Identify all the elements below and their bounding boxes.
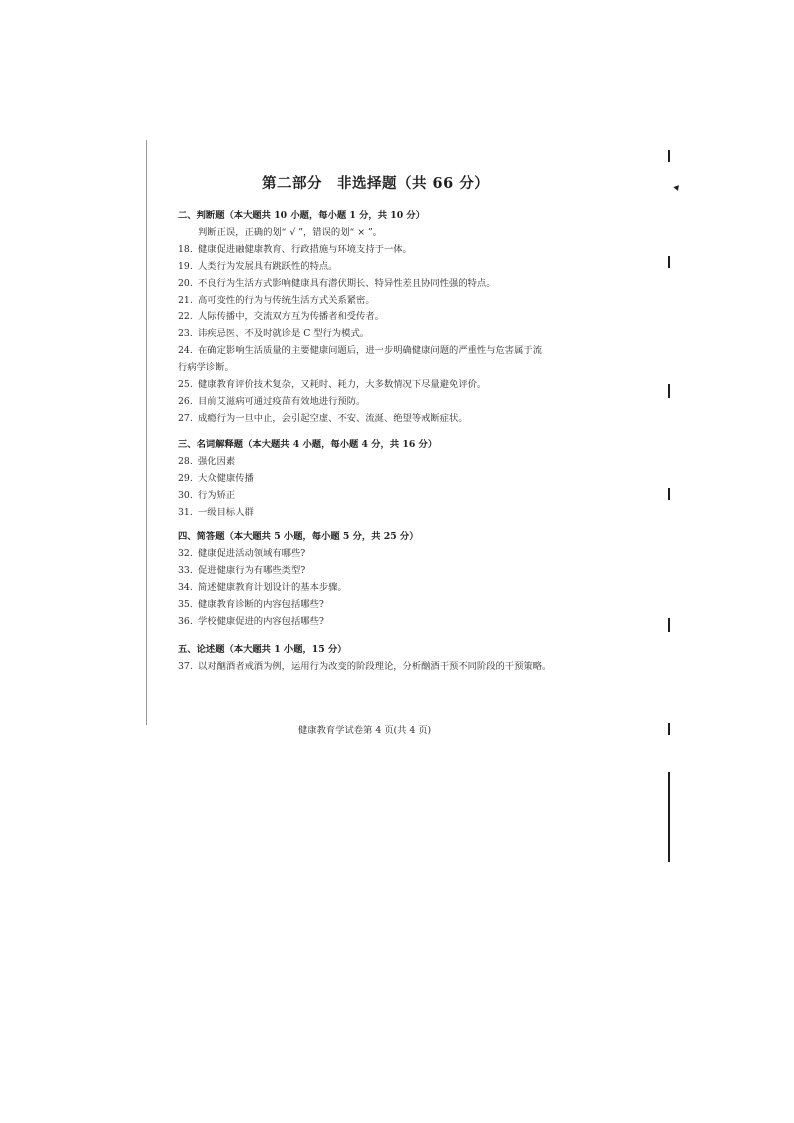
question-text: 健康促进融健康教育、行政措施与环境支持于一体。 xyxy=(198,243,412,255)
question-number: 19. xyxy=(178,260,193,272)
question-number: 18. xyxy=(178,243,193,255)
question-item xyxy=(178,488,618,505)
question-item xyxy=(178,309,618,326)
question-item xyxy=(178,563,618,580)
question-text: 强化因素 xyxy=(198,455,236,467)
question-text: 讳疾忌医、不及时就诊是 C 型行为模式。 xyxy=(198,328,370,340)
section-judge xyxy=(178,208,618,428)
question-number: 30. xyxy=(178,489,193,501)
scan-right-edge-mark xyxy=(668,384,670,398)
question-text: 成瘾行为一旦中止，会引起空虚、不安、流涎、绝望等戒断症状。 xyxy=(198,412,468,424)
question-text: 在确定影响生活质量的主要健康问题后，进一步明确健康问题的严重性与危害属于流 xyxy=(198,345,542,357)
question-item xyxy=(178,343,618,360)
question-number: 20. xyxy=(178,277,193,289)
question-number: 29. xyxy=(178,472,193,484)
question-text: 大众健康传播 xyxy=(198,472,254,484)
scan-right-edge-mark xyxy=(668,150,670,162)
section-short-answer xyxy=(178,529,618,630)
question-number: 28. xyxy=(178,455,193,467)
question-item xyxy=(178,614,618,631)
scan-right-edge-mark xyxy=(668,618,670,632)
section-essay xyxy=(178,642,618,676)
question-number: 23. xyxy=(178,328,193,340)
question-text: 高可变性的行为与传统生活方式关系紧密。 xyxy=(198,294,375,306)
question-item xyxy=(178,659,618,676)
scan-right-edge-mark xyxy=(668,723,670,735)
question-text: 人类行为发展具有跳跃性的特点。 xyxy=(198,260,338,272)
question-text: 行为矫正 xyxy=(198,489,236,501)
page-footer: 健康教育学试卷第 4 页(共 4 页) xyxy=(298,725,432,736)
question-number: 32. xyxy=(178,547,193,559)
question-number: 33. xyxy=(178,564,193,576)
question-number: 27. xyxy=(178,412,193,424)
question-item xyxy=(178,471,618,488)
question-text: 一级目标人群 xyxy=(198,506,254,518)
question-item xyxy=(178,580,618,597)
section-terms xyxy=(178,437,618,522)
scan-right-edge-mark xyxy=(668,488,670,500)
question-number: 22. xyxy=(178,311,193,323)
section-heading: 四、简答题（本大题共 5 小题，每小题 5 分，共 25 分） xyxy=(178,531,419,542)
question-number: 35. xyxy=(178,598,193,610)
question-text: 简述健康教育计划设计的基本步骤。 xyxy=(198,581,347,593)
scan-right-edge-mark xyxy=(668,772,670,862)
question-number: 37. xyxy=(178,660,193,672)
question-text-continued: 行病学诊断。 xyxy=(178,362,234,374)
question-item xyxy=(178,597,618,614)
page-title: 第二部分 非选择题（共 66 分） xyxy=(262,175,490,192)
question-item xyxy=(178,377,618,394)
question-text: 人际传播中，交流双方互为传播者和受传者。 xyxy=(198,311,384,323)
question-item xyxy=(178,454,618,471)
section-heading: 二、判断题（本大题共 10 小题，每小题 1 分，共 10 分） xyxy=(178,210,425,221)
question-text: 健康教育诊断的内容包括哪些? xyxy=(198,598,324,610)
section-heading: 三、名词解释题（本大题共 4 小题，每小题 4 分，共 16 分） xyxy=(178,439,438,450)
question-item xyxy=(178,242,618,259)
question-item xyxy=(178,394,618,411)
question-number: 25. xyxy=(178,379,193,391)
scan-left-edge-line xyxy=(146,140,147,725)
question-item xyxy=(178,505,618,522)
question-number: 26. xyxy=(178,395,193,407)
question-text: 不良行为生活方式影响健康具有潜伏期长、特异性差且协同性强的特点。 xyxy=(198,277,496,289)
question-text: 以对酗酒者戒酒为例，运用行为改变的阶段理论，分析酗酒干预不同阶段的干预策略。 xyxy=(198,660,552,672)
scan-speck-mark xyxy=(673,185,680,192)
section-heading: 五、论述题（本大题共 1 小题，15 分） xyxy=(178,644,347,655)
question-item xyxy=(178,411,618,428)
scan-right-edge-mark xyxy=(668,256,670,268)
question-text: 健康促进活动领域有哪些? xyxy=(198,547,306,559)
question-text: 健康教育评价技术复杂，又耗时、耗力，大多数情况下尽量避免评价。 xyxy=(198,379,487,391)
question-text: 学校健康促进的内容包括哪些? xyxy=(198,615,324,627)
question-item xyxy=(178,293,618,310)
question-text: 目前艾滋病可通过疫苗有效地进行预防。 xyxy=(198,395,366,407)
section-instruction: 判断正误，正确的划“ √ ”，错误的划“ × ”。 xyxy=(198,226,382,238)
question-number: 36. xyxy=(178,615,193,627)
question-item xyxy=(178,276,618,293)
question-item xyxy=(178,546,618,563)
question-text: 促进健康行为有哪些类型? xyxy=(198,564,306,576)
question-number: 34. xyxy=(178,581,193,593)
question-number: 24. xyxy=(178,345,193,357)
question-item xyxy=(178,259,618,276)
question-number: 21. xyxy=(178,294,193,306)
question-number: 31. xyxy=(178,506,193,518)
question-item xyxy=(178,326,618,343)
